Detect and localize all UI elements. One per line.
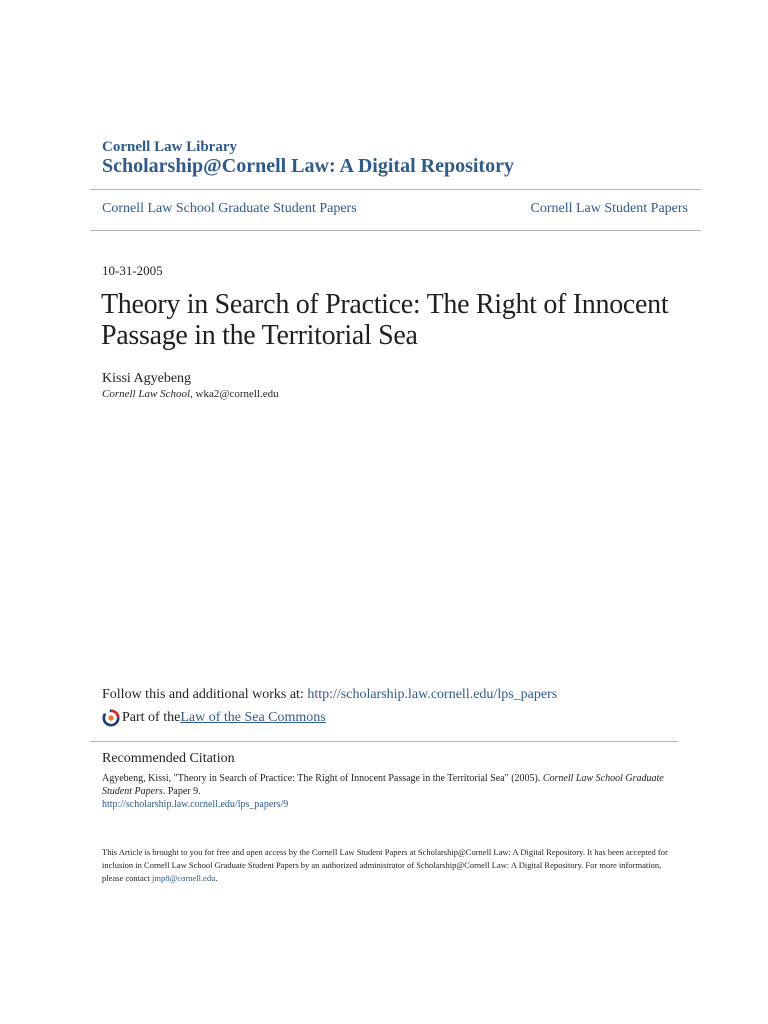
- citation-text: [102, 772, 672, 798]
- affiliation-name: Cornell Law School: [102, 388, 191, 400]
- citation-heading: Recommended Citation: [102, 751, 235, 766]
- citation-paper: . Paper 9.: [162, 786, 201, 797]
- repository-name[interactable]: Scholarship@Cornell Law: A Digital Repository: [102, 155, 514, 177]
- collection-link[interactable]: Cornell Law Student Papers: [530, 201, 688, 216]
- part-of-label: Part of the: [122, 710, 181, 725]
- library-name: Cornell Law Library: [102, 139, 237, 155]
- series-link[interactable]: Cornell Law School Graduate Student Papers: [102, 201, 357, 216]
- network-commons-icon: [102, 709, 120, 727]
- header-divider-bottom: [90, 230, 701, 231]
- header-divider-top: [90, 189, 701, 190]
- follow-label: Follow this and additional works at:: [102, 687, 308, 702]
- notice-text: This Article is brought to you for free and open access by the Cornell Law Student Papers at Scholarship@Cornell Law: A Digital Repository. It has been accepted for inclusion in Cornell Law School Graduate Student Papers by an authorized administrator of Scholarship@Cornell Law: A Digital Repository. For more information, please contact: [102, 847, 668, 883]
- citation-url-link[interactable]: http://scholarship.law.cornell.edu/lps_papers/9: [102, 799, 289, 810]
- part-of-line: [102, 709, 326, 727]
- contact-email-link[interactable]: jmp8@cornell.edu: [152, 873, 216, 883]
- article-title: Theory in Search of Practice: The Right of Innocent Passage in the Territorial Sea: [101, 289, 669, 351]
- citation-divider: [90, 741, 678, 742]
- citation-plain: Agyebeng, Kissi, "Theory in Search of Practice: The Right of Innocent Passage in the Territorial Sea" (2005).: [102, 773, 541, 784]
- follow-url-link[interactable]: http://scholarship.law.cornell.edu/lps_papers: [307, 687, 558, 702]
- author-affiliation: Cornell Law School, wka2@cornell.edu: [102, 388, 279, 400]
- publication-date: 10-31-2005: [102, 263, 163, 278]
- access-notice: [102, 846, 682, 885]
- notice-end: .: [215, 873, 218, 883]
- citation-journal: Cornell Law School Graduate Student Papers: [102, 773, 664, 797]
- follow-line: [102, 687, 557, 703]
- commons-link[interactable]: Law of the Sea Commons: [180, 710, 326, 725]
- author-email: wka2@cornell.edu: [195, 388, 279, 400]
- author-name: Kissi Agyebeng: [102, 371, 192, 386]
